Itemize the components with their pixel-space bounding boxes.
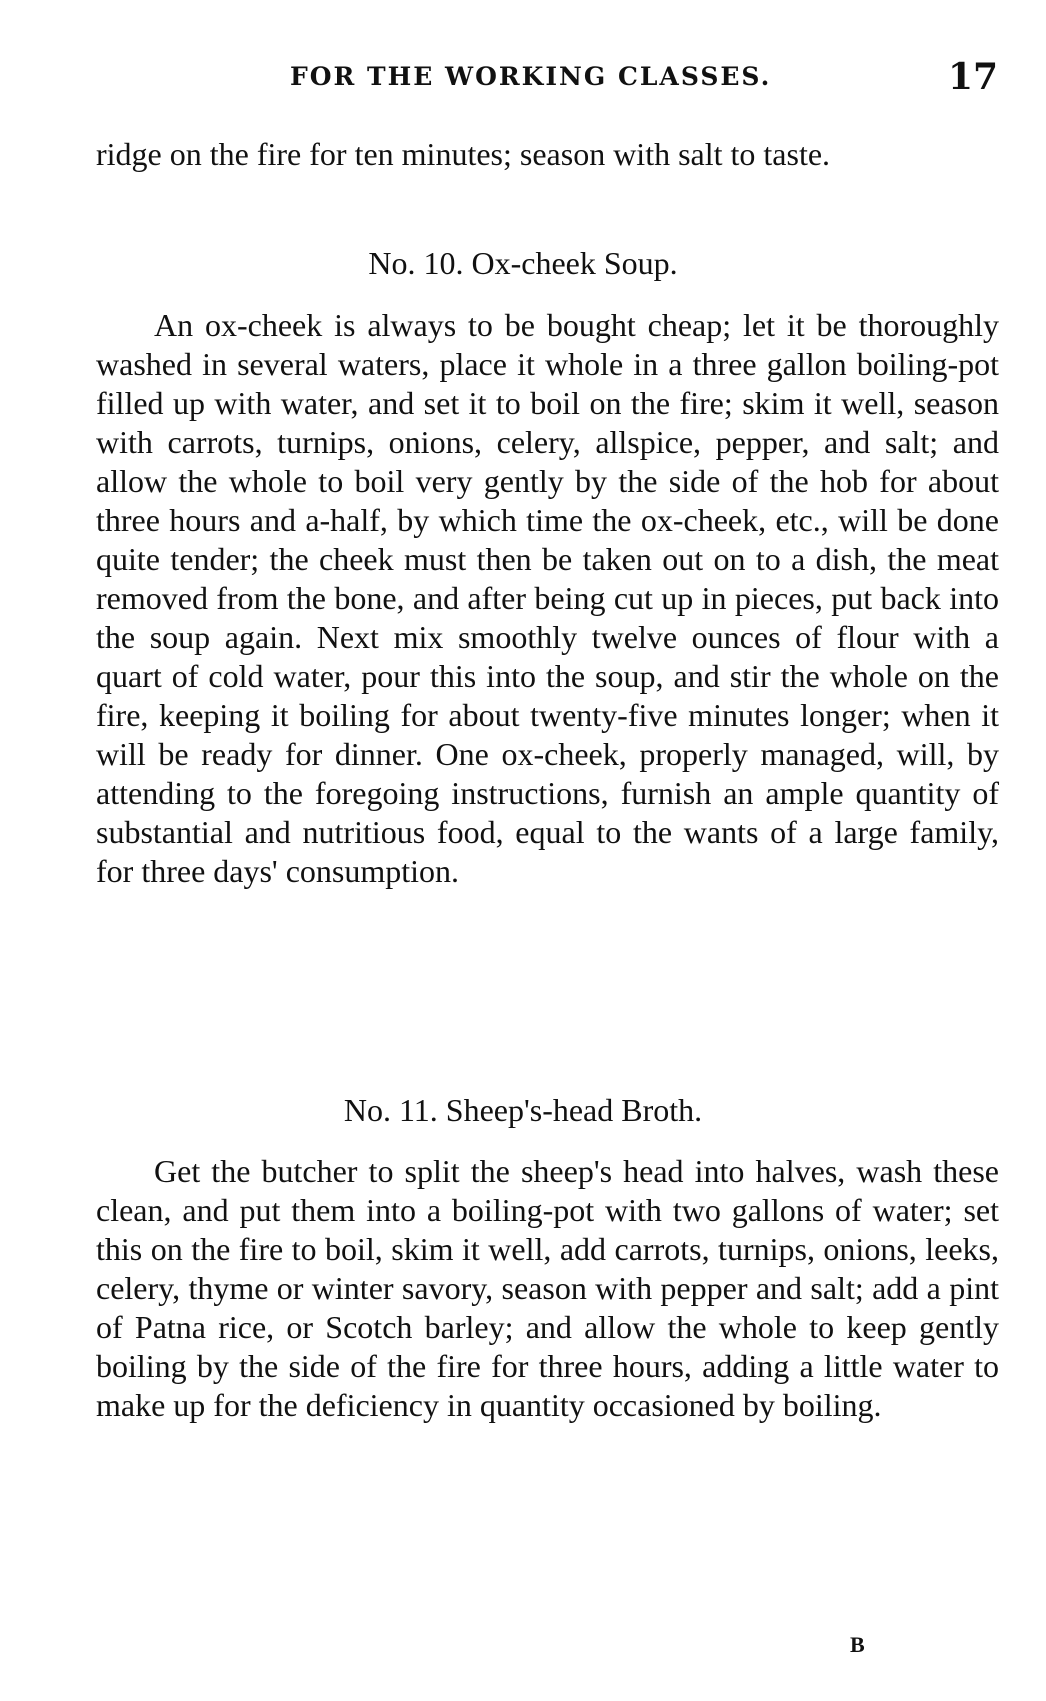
recipe-10-heading: No. 10. Ox-cheek Soup. [368, 245, 678, 281]
recipe-10-body [96, 306, 999, 891]
continuation-paragraph [96, 135, 999, 174]
running-head [0, 56, 1046, 102]
page-number: 17 [948, 56, 999, 98]
signature-mark: B [850, 1632, 865, 1657]
recipe-10-text: An ox-cheek is always to be bought cheap; let it be thoroughly washed in several waters, place it whole in a three gallon boiling-pot filled up with water, and set it to boil on the fire; skim it well, season with carrots, turnips, onions, celery, allspice, pepper, and salt; and allow the whole to boil very gently by the side of the hob for about three hours and a-half, by which time the ox-cheek, etc., will be done quite tender; the cheek must then be taken out on to a dish, the meat removed from the bone, and after being cut up in pieces, put back into the soup again. Next mix smoothly twelve ounces of flour with a quart of cold water, pour this into the soup, and stir the whole on the fire, keeping it boiling for about twenty-five minutes longer; when it will be ready for dinner. One ox-cheek, properly managed, will, by attending to the foregoing instructions, furnish an ample quantity of substantial and nutritious food, equal to the wants of a large family, for three days' consumption. [96, 307, 999, 889]
continuation-text: ridge on the fire for ten minutes; season with salt to taste. [96, 136, 831, 172]
recipe-11-body [96, 1152, 999, 1425]
recipe-11-text: Get the butcher to split the sheep's head into halves, wash these clean, and put them into a boiling-pot with two gallons of water; set this on the fire to boil, skim it well, add carrots, turnips, onions, leeks, celery, thyme or winter savory, season with pepper and salt; add a pint of Patna rice, or Scotch barley; and allow the whole to keep gently boiling by the side of the fire for three hours, adding a little water to make up for the deficiency in quantity occasioned by boiling. [96, 1153, 999, 1423]
running-title: FOR THE WORKING CLASSES. [290, 62, 772, 91]
recipe-11-heading: No. 11. Sheep's-head Broth. [343, 1092, 703, 1128]
